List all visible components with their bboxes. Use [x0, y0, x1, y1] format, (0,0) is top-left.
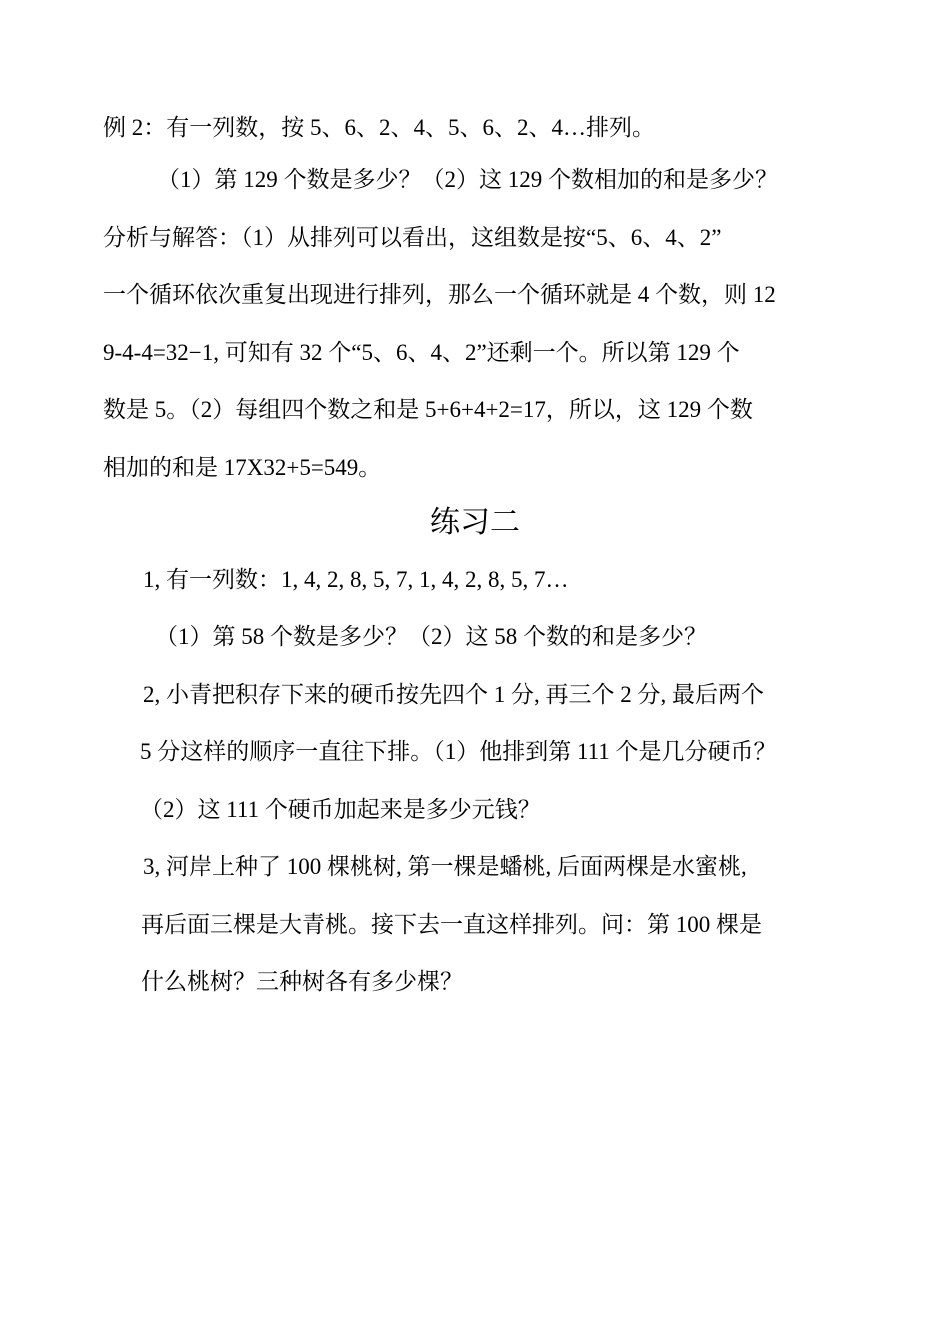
analysis-line-3: 9-4-4=32−1, 可知有 32 个“5、6、4、2”还剩一个。所以第 129 个 [103, 340, 740, 365]
analysis-line-4: 数是 5。（2）每组四个数之和是 5+6+4+2=17，所以，这 129 个数 [103, 397, 753, 422]
exercise-2-line-2: 5 分这样的顺序一直往下排。（1）他排到第 111 个是几分硬币？ [140, 739, 777, 764]
exercise-title: 练习二 [430, 506, 520, 539]
analysis-line-2: 一个循环依次重复出现进行排列，那么一个循环就是 4 个数，则 12 [103, 282, 776, 307]
analysis-line-5: 相加的和是 17X32+5=549。 [103, 455, 382, 480]
exercise-3-line-1: 3, 河岸上种了 100 棵桃树, 第一棵是蟠桃, 后面两棵是水蜜桃, [143, 854, 747, 879]
exercise-3-line-3: 什么桃树？三种树各有多少棵？ [141, 969, 463, 994]
exercise-2-line-3: （2）这 111 个硬币加起来是多少元钱？ [140, 797, 541, 822]
exercise-1-line-2: （1）第 58 个数是多少？（2）这 58 个数的和是多少？ [155, 624, 707, 649]
exercise-3-line-2: 再后面三棵是大青桃。接下去一直这样排列。问：第 100 棵是 [141, 912, 762, 937]
analysis-line-1: 分析与解答：（1）从排列可以看出，这组数是按“5、6、4、2” [103, 225, 722, 250]
exercise-1-line-1: 1, 有一列数：1, 4, 2, 8, 5, 7, 1, 4, 2, 8, 5, 7… [143, 567, 569, 592]
example-question-line: （1）第 129 个数是多少？（2）这 129 个数相加的和是多少？ [157, 167, 778, 192]
exercise-2-line-1: 2, 小青把积存下来的硬币按先四个 1 分, 再三个 2 分, 最后两个 [143, 682, 764, 707]
example-heading-line: 例 2：有一列数，按 5、6、2、4、5、6、2、4…排列。 [103, 115, 655, 140]
